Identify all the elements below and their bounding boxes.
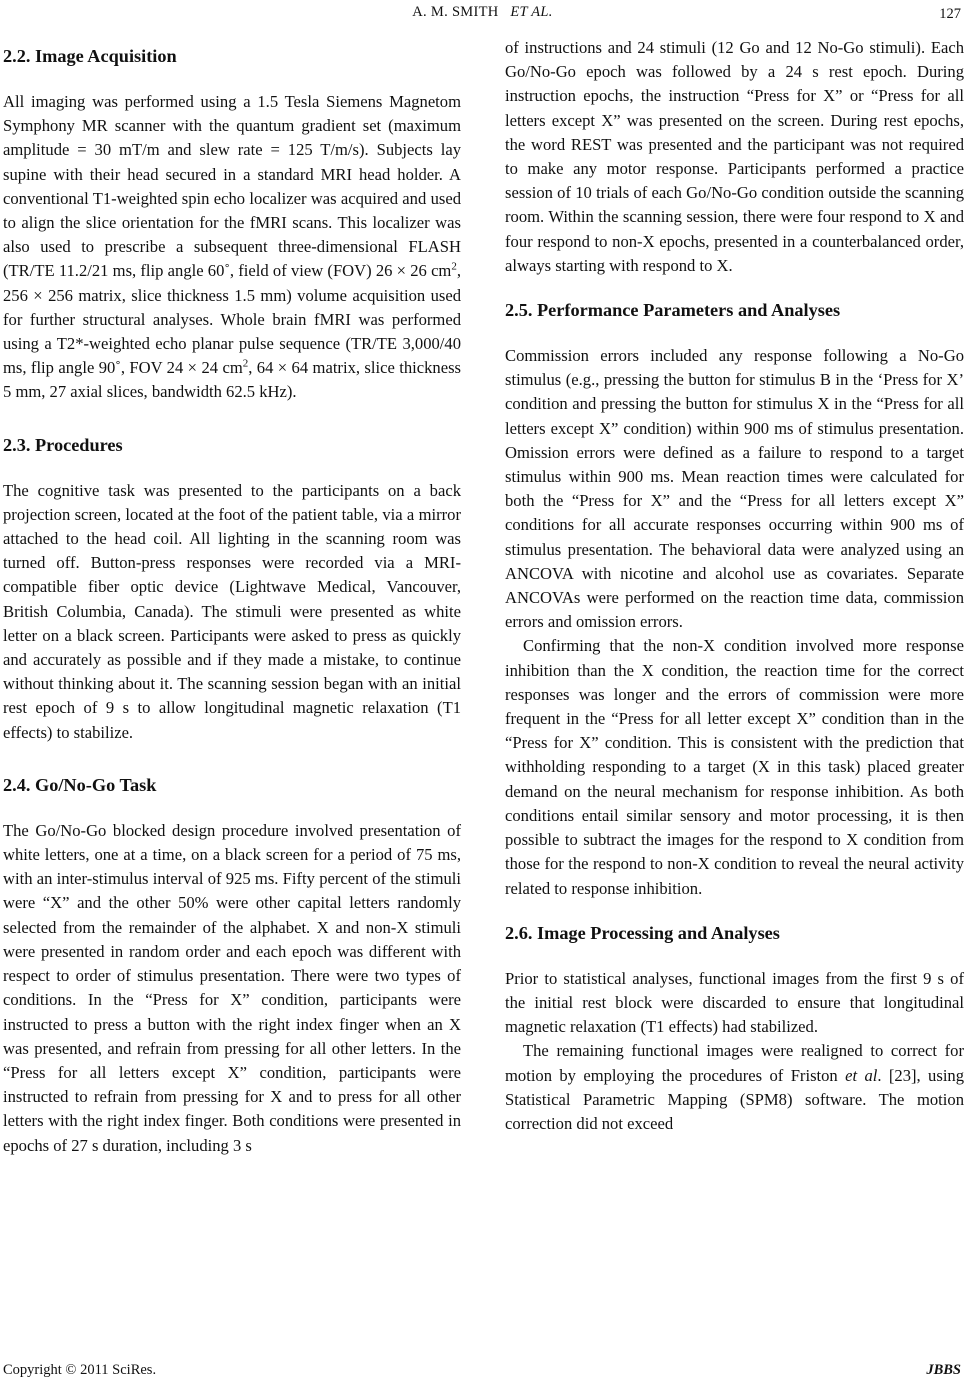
text-run: , 64 × 64 matrix, slice thickness 5 mm, 27 axial slices, bandwidth 62.5 kHz). bbox=[3, 358, 461, 402]
running-head-authors: A. M. SMITH bbox=[412, 4, 499, 20]
page-footer bbox=[3, 1362, 963, 1379]
paragraph-image-acquisition bbox=[3, 90, 461, 405]
page-header bbox=[0, 4, 965, 26]
text-run: All imaging was performed using a 1.5 Tesla Siemens Magnetom Symphony MR scanner with the quantum gradient set (maximum amplitude = 30 mT/m and slew rate = 125 T/m/s). Subjects lay supine with their head secured in a standard MRI head holder. A conventional T1-weighted spin echo localizer was acquired and used to align the slice orientation for the fMRI scans. This localizer was also used to prescribe a subsequent three-dimensional FLASH (TR/TE 11.2/21 ms, flip angle 60˚, field of view (FOV) 26 × 26 cm bbox=[3, 92, 461, 281]
copyright-notice: Copyright © 2011 SciRes. bbox=[3, 1362, 157, 1378]
superscript: 2 bbox=[451, 260, 457, 273]
right-column bbox=[505, 36, 964, 1136]
paragraph-image-processing-1: Prior to statistical analyses, functional images from the first 9 s of the initial rest block were discarded to ensure that longitudinal magnetic relaxation (T1 effects) had stabilized. bbox=[505, 968, 964, 1037]
paragraph-performance-2: Confirming that the non-X condition involved more response inhibition than the X condition, the reaction time for the correct responses was longer and the errors of commission were more frequent in the “Press for all letter except X” condition than in the “Press for X” condition. This is consistent with the prediction that withholding responding to a target (X in this task) placed greater demand on the neural mechanism for response inhibition. As both conditions entail similar sensory and motor processing, it is then possible to subtract the images for the respond to X condition from those for the respond to non-X condition to reveal the neural activity related to response inhibition. bbox=[505, 636, 964, 898]
section-heading-image-acquisition: 2.2. Image Acquisition bbox=[3, 46, 177, 66]
running-head-etal: ET AL. bbox=[510, 4, 553, 20]
page-number: 127 bbox=[939, 6, 961, 22]
paragraph-performance-1: Commission errors included any response following a No-Go stimulus (e.g., pressing the button for stimulus B in the ‘Press for X’ condition and pressing the button for stimulus X in the “Press for all letters except X” condition) within 900 ms of stimulus presentation. Omission errors were defined as a failure to respond to a target stimulus within 900 ms. Mean reaction times were calculated for both the “Press for X” and the “Press for all letters except X” conditions for all accurate responses occurring within 900 ms of stimulus presentation. The behavioral data were analyzed using an ANCOVA with nicotine and alcohol use as covariates. Separate ANCOVAs were performed on the reaction time data, commission errors and omission errors. bbox=[505, 346, 964, 632]
paragraph-image-processing-2 bbox=[505, 1039, 964, 1136]
section-heading-performance-parameters: 2.5. Performance Parameters and Analyses bbox=[505, 300, 841, 321]
section-heading-go-no-go-task: 2.4. Go/No-Go Task bbox=[3, 774, 157, 795]
left-column bbox=[3, 36, 461, 1158]
running-head bbox=[0, 4, 965, 21]
paragraph-go-no-go-task: The Go/No-Go blocked design procedure involved presentation of white letters, one at a time, on a black screen for a period of 75 ms, with an inter-stimulus interval of 925 ms. Fifty percent of the stimuli were “X” and the other 50% were other capital letters randomly selected from the remainder of the alphabet. X and non-X stimuli were presented in random order and each epoch was different with respect to order of stimulus presentation. There were two types of conditions. In the “Press for X” condition, participants were instructed to press a button with the right index finger when an X was presented, and refrain from pressing for all other letters. In the “Press for all letters except X” condition, participants were instructed to refrain from pressing for X and to press for all other letters with the right index finger. Both conditions were presented in epochs of 27 s duration, including 3 s bbox=[3, 820, 461, 1155]
section-heading-image-processing: 2.6. Image Processing and Analyses bbox=[505, 922, 780, 943]
superscript: 2 bbox=[242, 357, 249, 370]
paragraph-procedures: The cognitive task was presented to the participants on a back projection screen, located at the foot of the patient table, via a mirror attached to the head coil. All lighting in the scanning room was turned off. Button-press responses were recorded via a MRI-compatible fiber optic device (Lightwave Medical, Vancouver, British Columbia, Canada). The stimuli were presented as white letter on a black screen. Participants were asked to press as quickly and accurately as possible and if they made a mistake, to continue without thinking about it. The scanning session began with an initial rest epoch of 9 s to allow longitudinal magnetic relaxation (T1 effects) to stabilize. bbox=[3, 480, 461, 742]
journal-abbreviation: JBBS bbox=[926, 1362, 961, 1378]
paragraph-go-no-go-continued: of instructions and 24 stimuli (12 Go and 12 No-Go stimuli). Each Go/No-Go epoch was followed by a 24 s rest epoch. During instruction epochs, the instruction “Press for X” or “Press for all letters except X” was presented on the screen. During rest epochs, the word REST was presented and the participant was not required to make any motor response. Participants performed a practice session of 10 trials of each Go/No-Go condition outside the scanning room. Within the scanning session, there were four respond to X and four respond to non-X epochs, presented in a counterbalanced order, always starting with respond to X. bbox=[505, 38, 964, 275]
section-heading-procedures: 2.3. Procedures bbox=[3, 434, 123, 455]
text-run: The remaining functional images were realigned to correct for motion by employing the procedures of Friston bbox=[505, 1041, 964, 1085]
text-run: . [23], using Statistical Parametric Mapping (SPM8) software. The motion correction did not exceed bbox=[505, 1065, 965, 1133]
text-run: , 256 × 256 matrix, slice thickness 1.5 mm) volume acquisition used for further structural analyses. Whole brain fMRI was performed using a T2*-weighted echo planar pulse sequence (TR/TE 3,000/40 ms, flip angle 90˚, FOV 24 × 24 cm bbox=[3, 261, 461, 378]
text-run-italic: et al bbox=[845, 1065, 878, 1085]
